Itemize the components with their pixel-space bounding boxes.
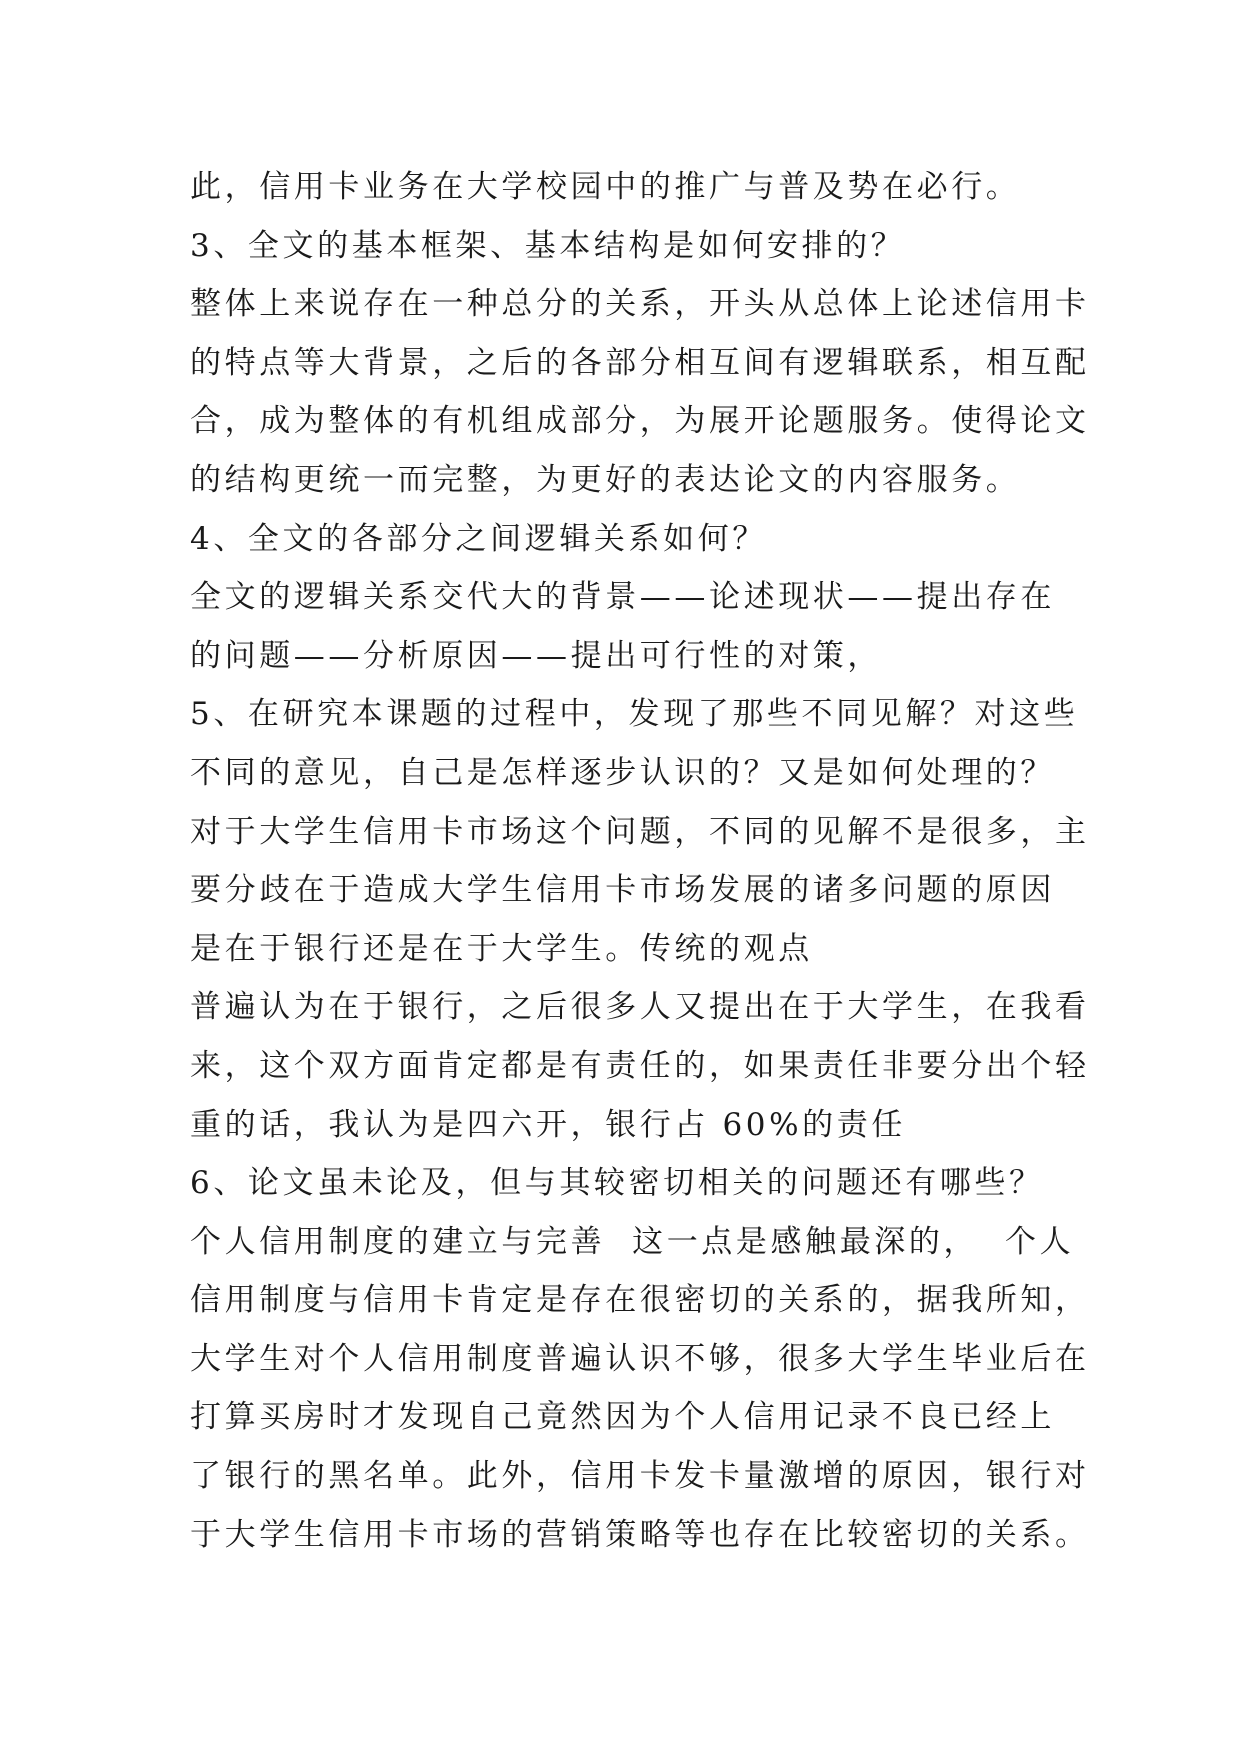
question-heading-4: 4、全文的各部分之间逻辑关系如何？ xyxy=(190,520,767,557)
question-heading-6: 6、论文虽未论及，但与其较密切相关的问题还有哪些？ xyxy=(190,1165,1044,1202)
text-line: 对于大学生信用卡市场这个问题，不同的见解不是很多，主 xyxy=(190,813,1090,850)
text-line: 合，成为整体的有机组成部分，为展开论题服务。使得论文 xyxy=(190,403,1090,440)
text-line: 要分歧在于造成大学生信用卡市场发展的诸多问题的原因 xyxy=(190,872,1055,909)
text-line: 个人信用制度的建立与完善 这一点是感触最深的， 个人 xyxy=(190,1223,1075,1260)
text-line: 的问题——分析原因——提出可行性的对策， xyxy=(190,637,882,674)
question-heading-5: 5、在研究本课题的过程中，发现了那些不同见解？对这些 xyxy=(190,696,1079,733)
text-line: 不同的意见，自己是怎样逐步认识的？又是如何处理的？ xyxy=(190,754,1055,791)
text-line: 此，信用卡业务在大学校园中的推广与普及势在必行。 xyxy=(190,169,1021,205)
text-line: 打算买房时才发现自己竟然因为个人信用记录不良已经上 xyxy=(190,1399,1055,1436)
text-line: 整体上来说存在一种总分的关系，开头从总体上论述信用卡 xyxy=(190,286,1090,323)
text-line: 信用制度与信用卡肯定是存在很密切的关系的，据我所知， xyxy=(190,1282,1090,1319)
text-line: 于大学生信用卡市场的营销策略等也存在比较密切的关系。 xyxy=(190,1516,1090,1553)
text-line: 重的话，我认为是四六开，银行占 60%的责任 xyxy=(190,1106,906,1143)
text-line: 是在于银行还是在于大学生。传统的观点 xyxy=(190,930,813,967)
text-line: 的结构更统一而完整，为更好的表达论文的内容服务。 xyxy=(190,461,1021,498)
text-line: 的特点等大背景，之后的各部分相互间有逻辑联系，相互配 xyxy=(190,344,1090,381)
text-line: 来，这个双方面肯定都是有责任的，如果责任非要分出个轻 xyxy=(190,1047,1090,1084)
text-line: 全文的逻辑关系交代大的背景——论述现状——提出存在 xyxy=(190,579,1055,616)
text-line: 普遍认为在于银行，之后很多人又提出在于大学生，在我看 xyxy=(190,989,1090,1026)
question-heading-3: 3、全文的基本框架、基本结构是如何安排的？ xyxy=(190,227,906,264)
document-body xyxy=(190,158,1090,1564)
text-line: 大学生对个人信用制度普遍认识不够，很多大学生毕业后在 xyxy=(190,1340,1090,1377)
text-line: 了银行的黑名单。此外，信用卡发卡量激增的原因，银行对 xyxy=(190,1458,1090,1495)
